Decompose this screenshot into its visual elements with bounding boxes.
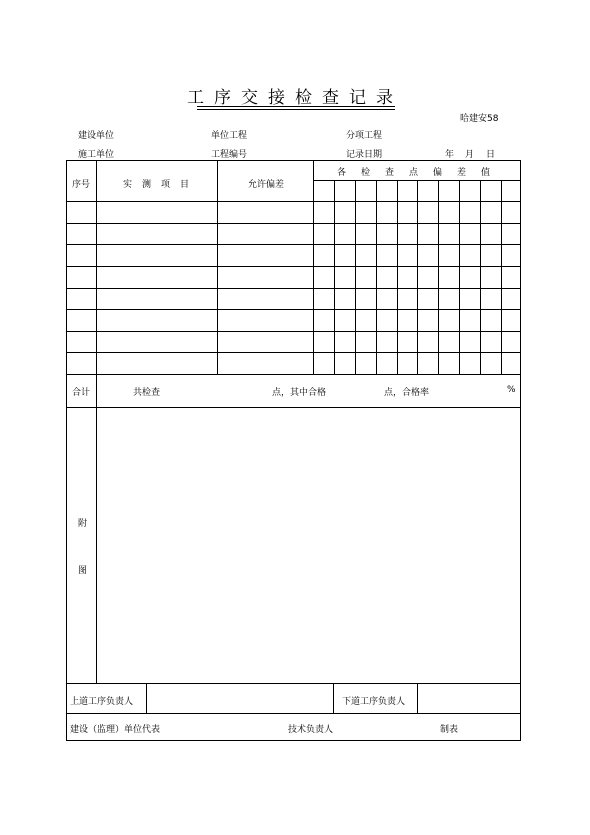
record-date-label: 记录日期 xyxy=(346,150,383,160)
col-line xyxy=(438,180,439,374)
col-item-header: 实测项目 xyxy=(123,180,200,190)
col-line xyxy=(501,180,502,374)
day-label: 日 xyxy=(486,150,496,160)
project-no-label: 工程编号 xyxy=(211,150,248,160)
month-label: 月 xyxy=(465,150,475,160)
table-row-line xyxy=(67,352,521,353)
table-row-line xyxy=(67,201,521,202)
inspection-form-table xyxy=(66,160,521,741)
col-line xyxy=(313,161,314,374)
table-row-line xyxy=(67,266,521,267)
col-line xyxy=(480,180,481,374)
summary-percent: % xyxy=(507,385,516,395)
page-title: 工序交接检查记录 xyxy=(187,88,403,108)
summary-total-checked: 共检查 xyxy=(133,388,161,398)
col-line xyxy=(397,180,398,374)
attachment-char-2: 图 xyxy=(78,566,88,576)
form-code: 哈建安58 xyxy=(460,114,499,124)
table-row-line xyxy=(67,683,521,684)
col-line xyxy=(334,180,335,374)
col-line xyxy=(355,180,356,374)
col-line xyxy=(96,161,97,374)
summary-label: 合计 xyxy=(72,388,91,398)
table-row-line xyxy=(67,309,521,310)
title-underline-double xyxy=(197,109,395,110)
table-row-line xyxy=(67,374,521,375)
col-line xyxy=(146,683,147,713)
col-line xyxy=(376,180,377,374)
col-deviation-header: 各检查点偏差值 xyxy=(337,168,506,178)
col-line xyxy=(96,374,97,683)
col-tolerance-header: 允许偏差 xyxy=(248,180,285,190)
col-line xyxy=(417,180,418,374)
sub-project-label: 分项工程 xyxy=(346,131,383,141)
summary-points-rate: 点，合格率 xyxy=(384,388,430,398)
construction-unit-label: 建设单位 xyxy=(78,131,115,141)
table-row-line xyxy=(67,223,521,224)
table-row-line xyxy=(67,407,521,408)
col-line xyxy=(417,683,418,713)
table-row-line xyxy=(67,331,521,332)
col-line xyxy=(333,683,334,713)
summary-points-qualified: 点，其中合格 xyxy=(272,388,327,398)
tech-lead-label: 技术负责人 xyxy=(288,725,334,735)
attachment-char-1: 附 xyxy=(78,519,88,529)
col-seq-header: 序号 xyxy=(72,180,91,190)
next-responsible-label: 下道工序负责人 xyxy=(342,697,406,707)
builder-unit-label: 施工单位 xyxy=(78,150,115,160)
table-row-line xyxy=(67,244,521,245)
year-label: 年 xyxy=(445,150,455,160)
col-line xyxy=(217,161,218,374)
unit-project-label: 单位工程 xyxy=(211,131,248,141)
prev-responsible-label: 上道工序负责人 xyxy=(70,697,134,707)
title-underline xyxy=(197,106,395,107)
prepared-by-label: 制表 xyxy=(440,725,459,735)
table-row-line xyxy=(67,713,521,714)
table-row-line xyxy=(67,288,521,289)
col-line xyxy=(459,180,460,374)
owner-rep-label: 建设（监理）单位代表 xyxy=(70,725,161,735)
